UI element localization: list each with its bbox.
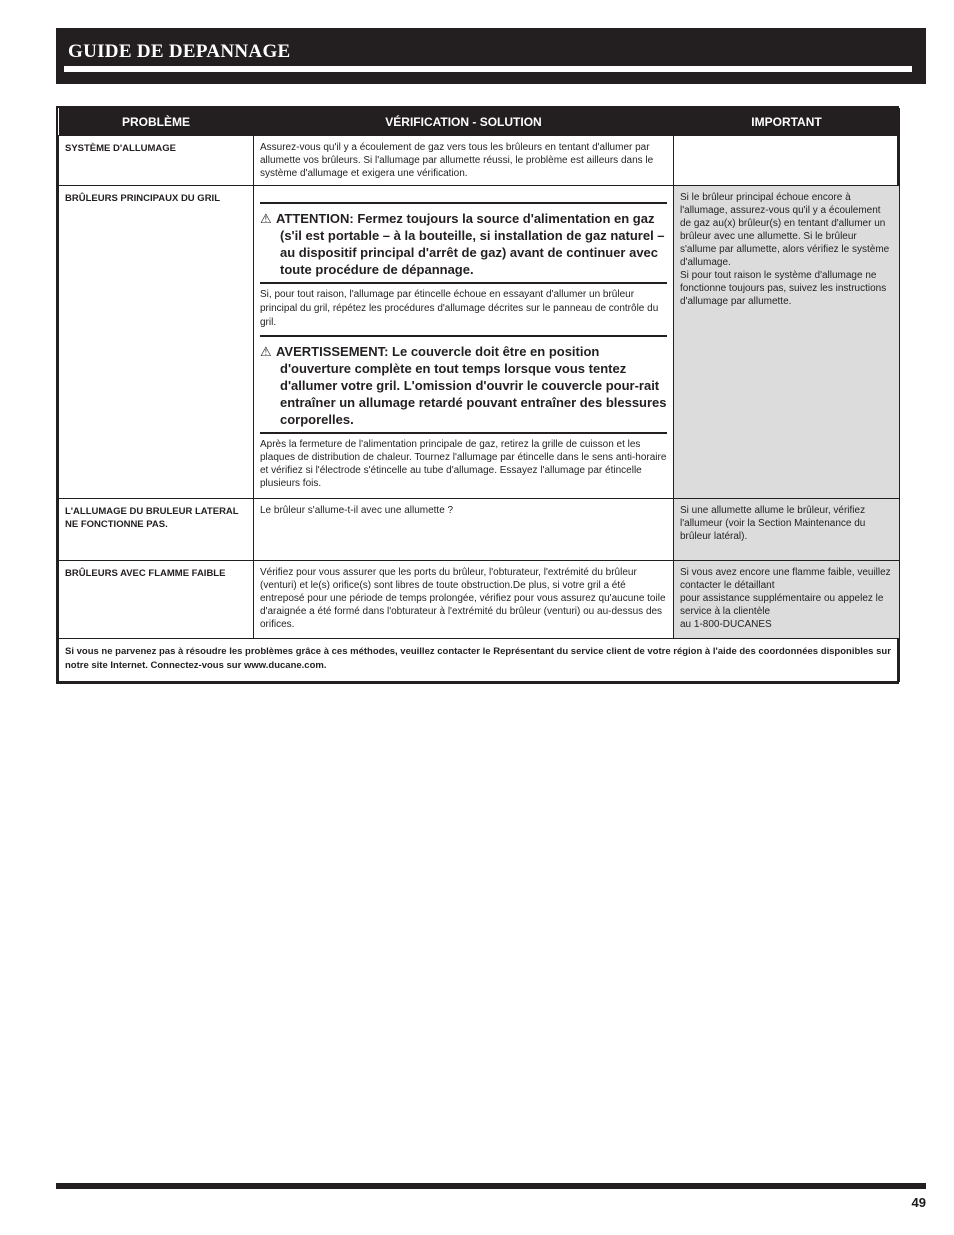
page-number: 49 — [911, 1195, 926, 1210]
important-cell — [674, 136, 900, 186]
problem-cell: BRÛLEURS AVEC FLAMME FAIBLE — [59, 561, 254, 639]
table-row — [59, 561, 900, 639]
solution-cell: Vérifiez pour vous assurer que les ports du brûleur, l'obturateur, l'extrémité du brûleur (venturi) et le(s) orifice(s) sont libres de toute obstruction.De plus, si votre gril a été entreposé pour une période de temps prolongée, vérifiez pour vous assurez qu'aucune toile d'araignée a été formé dans l'obturateur à l'extrémité du brûleur (venturi) ou au-dessus des orifices. — [254, 561, 674, 639]
column-header-solution: VÉRIFICATION - SOLUTION — [254, 108, 674, 136]
solution-cell: Le brûleur s'allume-t-il avec une allumette ? — [254, 499, 674, 561]
important-cell: Si une allumette allume le brûleur, vérifiez l'allumeur (voir la Section Maintenance du brûleur latéral). — [674, 499, 900, 561]
important-cell: Si vous avez encore une flamme faible, veuillez contacter le détaillant pour assistance supplémentaire ou appelez le service à la clientèle au 1-800-DUCANES — [674, 561, 900, 639]
warning-triangle-icon: ⚠ — [260, 344, 272, 359]
important-cell: Si le brûleur principal échoue encore à l'allumage, assurez-vous qu'il y a écoulement de gaz au(x) brûleur(s) en tentant d'allumer un brûleur avec une allumette. Si le brûleur s'allume par allumette, alors vérifiez le système d'allumage. Si pour tout raison le système d'allumage ne fonctionne toujours pas, suivez les instructions d'allumage par allumette. — [674, 186, 900, 499]
table-row — [59, 136, 900, 186]
solution-text: Si, pour tout raison, l'allumage par étincelle échoue en essayant d'allumer un brûleur principal du gril, répétez les procédures d'allumage décrites sur le panneau de contrôle du gril. — [260, 289, 659, 328]
solution-text: Après la fermeture de l'alimentation principale de gaz, retirez la grille de cuisson et les plaques de distribution de chaleur. Tournez l'allumage par étincelle dans le sens anti-horaire et vérifiez si l'électrode s'étincelle au tube d'allumage. Essayez l'allumage par étincelle plusieurs fois. — [260, 439, 667, 489]
footer-rule — [56, 1183, 926, 1189]
page-title: GUIDE DE DEPANNAGE — [68, 41, 291, 62]
solution-cell — [254, 186, 674, 499]
troubleshooting-table — [56, 106, 899, 684]
table-header-row — [59, 108, 900, 136]
page-header — [56, 28, 926, 84]
warning-box — [260, 202, 667, 284]
warning-triangle-icon: ⚠ — [260, 211, 272, 226]
warning-box — [260, 335, 667, 434]
warning-text: ATTENTION: Fermez toujours la source d'alimentation en gaz (s'il est portable – à la bouteille, si installation de gaz naturel – au dispositif principal d'arrêt de gaz) avant de continuer avec toute procédure de dépannage. — [276, 211, 665, 277]
column-header-problem: PROBLÈME — [59, 108, 254, 136]
solution-cell: Assurez-vous qu'il y a écoulement de gaz vers tous les brûleurs en tentant d'allumer par allumette vos brûleurs. Si l'allumage par allumette réussi, le problème est ailleurs dans le système d'allumage et exigera une vérification. — [254, 136, 674, 186]
problem-cell: SYSTÈME D'ALLUMAGE — [59, 136, 254, 186]
table-footer-row — [59, 639, 900, 682]
table-row — [59, 499, 900, 561]
warning-text: AVERTISSEMENT: Le couvercle doit être en position d'ouverture complète en tout temps lorsque vous tentez d'allumer votre gril. L'omission d'ouvrir le couvercle pour-rait entraîner un allumage retardé pouvant entraîner des blessures corporelles. — [276, 344, 667, 427]
contact-note: Si vous ne parvenez pas à résoudre les problèmes grâce à ces méthodes, veuillez contacter le Représentant du service client de votre région à l'aide des coordonnées disponibles sur notre site Internet. Connectez-vous sur www.ducane.com. — [59, 639, 900, 682]
problem-cell: L'ALLUMAGE DU BRULEUR LATERAL NE FONCTIONNE PAS. — [59, 499, 254, 561]
problem-cell: BRÛLEURS PRINCIPAUX DU GRIL — [59, 186, 254, 499]
column-header-important: IMPORTANT — [674, 108, 900, 136]
table-row — [59, 186, 900, 499]
header-rule — [64, 66, 912, 72]
